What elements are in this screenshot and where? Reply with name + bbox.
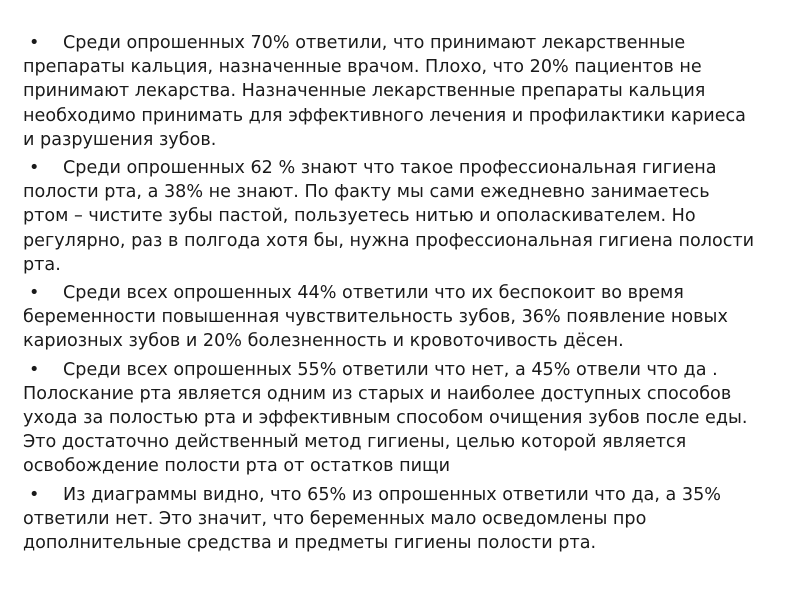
bullet-list — [23, 31, 758, 559]
bullet-marker: • — [29, 484, 40, 505]
bullet-item — [23, 483, 758, 556]
bullet-item — [23, 281, 758, 354]
bullet-text: Среди опрошенных 70% ответили, что принимают лекарственные препараты кальция, назначенные врачом. Плохо, что 20% пациентов не принимают лекарства. Назначенные лекарственные препараты кальция необходимо принимать для эффективного лечения и профилактики кариеса и разрушения зубов. — [23, 33, 746, 150]
bullet-marker: • — [29, 283, 40, 304]
bullet-marker: • — [29, 33, 40, 53]
bullet-marker: • — [29, 359, 40, 380]
bullet-text: Среди всех опрошенных 55% ответили что нет, а 45% отвели что да . Полоскание рта является одним из старых и наиболее доступных способов ухода за полостью рта и эффективным способом очищения зубов после еды. Это достаточно действенный метод гигиены, целью которой является освобождение полости рта от остатков пищи — [23, 359, 748, 477]
bullet-item — [23, 156, 758, 277]
bullet-text: Среди опрошенных 62 % знают что такое профессиональная гигиена полости рта, а 38% не знают. По факту мы сами ежедневно занимаетесь ртом – чистите зубы пастой, пользуетесь нитью и ополаскивателем. Но регулярно, раз в полгода хотя бы, нужна профессиональная гигиена полости рта. — [23, 158, 755, 275]
bullet-marker: • — [29, 158, 40, 179]
bullet-item — [23, 31, 758, 152]
bullet-text: Среди всех опрошенных 44% ответили что их беспокоит во время беременности повышенная чувствительность зубов, 36% появление новых кариозных зубов и 20% болезненность и кровоточивость дёсен. — [23, 283, 728, 352]
bullet-text: Из диаграммы видно, что 65% из опрошенных ответили что да, а 35% ответили нет. Это значит, что беременных мало осведомлены про дополнительные средства и предметы гигиены полости рта. — [23, 484, 722, 554]
bullet-item — [23, 358, 758, 479]
